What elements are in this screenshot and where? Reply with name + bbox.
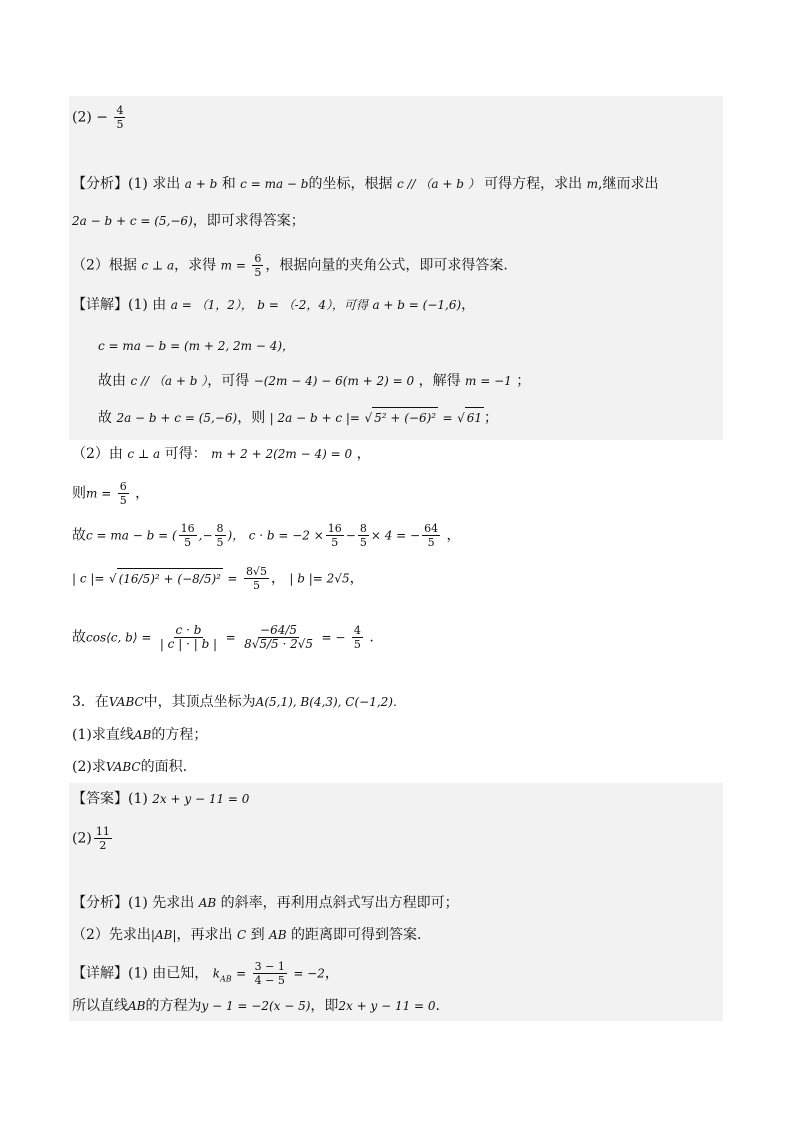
answer-label: 【答案】 (72, 791, 128, 807)
num: 6 (254, 252, 262, 265)
math: ,− (198, 528, 213, 543)
math: b = （-2，4），可得 (257, 298, 368, 312)
math: C (236, 928, 247, 942)
math: | 2a − b + c |= (269, 411, 360, 425)
num: 16 (180, 522, 195, 535)
math: = (236, 966, 247, 981)
t: ， (135, 485, 150, 502)
num: 3 − 1 (254, 960, 285, 973)
t: ； (516, 373, 531, 389)
t: 故 (72, 527, 86, 544)
math: m (586, 177, 599, 191)
math: c = ma − b (240, 177, 309, 191)
q2-part2-3 (72, 522, 461, 549)
math: a + b = (−1,6) (372, 298, 462, 312)
math: m = (220, 258, 246, 273)
detail-label: 【详解】 (72, 965, 128, 982)
math: = (225, 630, 236, 645)
den: 5 (119, 494, 127, 507)
fraction (242, 624, 315, 651)
math: | b |= 2√5 (289, 571, 350, 586)
t: 的坐标，根据 (308, 176, 393, 192)
t: （2）由 (72, 446, 123, 462)
q3-stem (72, 692, 397, 712)
math: = (227, 571, 238, 586)
q2-analysis-1 (72, 174, 658, 194)
q3-analysis-1 (72, 893, 459, 913)
analysis-label: 【分析】 (72, 176, 128, 192)
q3-detail-1 (72, 960, 339, 989)
t: 中，其顶点坐标为 (143, 694, 256, 710)
t: 则 (72, 485, 86, 502)
t: 可得： (164, 446, 207, 462)
den: 5 (216, 536, 224, 549)
math: A(5,1), B(4,3), C(−1,2). (255, 695, 397, 709)
t: (1) 由 (128, 297, 167, 313)
t: (2)求 (72, 759, 106, 775)
t: ，可得 (207, 373, 250, 389)
math: AB (128, 999, 146, 1013)
q3-answer-2 (72, 825, 114, 852)
den: 5 (359, 536, 367, 549)
math: c ⊥ a (141, 258, 175, 273)
num: 4 (353, 624, 361, 637)
math: AB (269, 928, 287, 942)
t: (1) 先求出 (128, 895, 195, 911)
q3-sub1 (72, 725, 207, 745)
t: ，根据向量的夹角公式，即可求得答案. (265, 257, 508, 274)
math: − (345, 528, 356, 543)
num: c · b (175, 623, 202, 637)
t: （2）先求出 (72, 927, 151, 943)
t: 的方程； (151, 727, 208, 743)
t: ，解得 (418, 373, 461, 389)
q3-analysis-2 (72, 925, 421, 945)
math: c ⊥ a (127, 447, 161, 461)
fraction (118, 480, 129, 507)
fraction (358, 522, 369, 549)
minus: − (96, 109, 109, 126)
detail-label: 【详解】 (72, 297, 128, 313)
num: 8 (216, 522, 224, 535)
math: m = (86, 486, 112, 501)
t: (1) (128, 791, 148, 807)
num: 6 (119, 480, 127, 493)
math: m + 2 + 2(2m − 4) = 0 (211, 447, 353, 461)
math: a = （1，2）， (170, 298, 253, 312)
den: 5 (116, 118, 124, 131)
t: . (435, 998, 440, 1014)
math: |AB| (150, 928, 177, 942)
t: ， (349, 570, 364, 587)
math: m = −1 (465, 374, 512, 388)
num: −64/5 (260, 623, 298, 637)
t: 和 (221, 176, 236, 192)
math: k (212, 966, 221, 981)
q2-detail-4: 故 2a − b + c = (5,−6)，则 | 2a − b + c |= √ 5² + (−6)² = √ 61 ； (98, 407, 498, 428)
fraction (158, 624, 219, 651)
t: （2）根据 (72, 257, 137, 274)
math: )， (227, 528, 245, 543)
question-number: 3． (72, 694, 95, 710)
den: 2 (99, 839, 107, 852)
t: ， (270, 570, 285, 587)
q2-part2-5 (72, 624, 374, 651)
math: cos⟨c, b⟩ = (86, 630, 152, 645)
t: ，则 (237, 410, 266, 426)
t: 可得方程，求出 (484, 176, 583, 192)
math: c // （a + b ） (396, 177, 480, 191)
math: c // （a + b ） (130, 374, 208, 388)
t: 在 (94, 694, 109, 710)
fraction (114, 104, 125, 131)
t: 所以直线 (72, 998, 128, 1014)
num: 64 (424, 522, 439, 535)
math: 2x + y − 11 = 0 (152, 792, 250, 806)
label: (2) (72, 109, 92, 126)
t: 故 (72, 629, 86, 646)
q2-detail-3 (98, 371, 530, 391)
math: 2a − b + c = (5,−6) (72, 214, 193, 228)
num: 16 (327, 522, 342, 535)
math: = −2 (293, 966, 325, 981)
den: 5 (184, 536, 192, 549)
t: ，求得 (174, 257, 217, 274)
t: ， (356, 446, 371, 462)
math: c = ma − b = (m + 2, 2m − 4)， (98, 339, 295, 353)
q2-part2-4: | c |= √ (16/5)² + (−8/5)² = $\frac{8√5}{5}$ ， | b |= 2√5， (72, 565, 364, 592)
t: ， (461, 297, 476, 313)
t: ， (324, 965, 339, 982)
math: −(2m − 4) − 6(m + 2) = 0 (253, 374, 415, 388)
q2-detail-1 (72, 295, 475, 315)
analysis-label: 【分析】 (72, 895, 128, 911)
math: 2a − b + c = (5,−6) (116, 411, 238, 425)
math: VABC (105, 760, 141, 774)
fraction (253, 960, 287, 987)
q2-analysis-2 (72, 252, 508, 279)
math: = − (321, 630, 346, 645)
t: 的面积. (140, 759, 188, 775)
math: c · b = −2 × (248, 528, 324, 543)
math: y − 1 = −2(x − 5) (201, 999, 311, 1013)
t: ,继而求出 (598, 176, 659, 192)
den: 5 (331, 536, 339, 549)
num: 8 (359, 522, 367, 535)
math: VABC (108, 695, 144, 709)
t: (1) 由已知， (128, 965, 209, 982)
fraction (179, 522, 197, 549)
t: ，即 (310, 998, 339, 1014)
t: 的斜率，再利用点斜式写出方程即可； (220, 895, 459, 911)
q2-answer-part2 (72, 104, 127, 131)
q2-detail-2 (98, 336, 294, 356)
t: 到 (250, 927, 265, 943)
math: AB (133, 728, 152, 742)
num: 4 (116, 104, 124, 117)
t: ； (484, 410, 498, 426)
den: 5 (252, 579, 260, 592)
q2-analysis-1b (72, 211, 305, 231)
t: 的方程为 (145, 998, 202, 1014)
q3-answer-1 (72, 789, 249, 809)
fraction (252, 252, 263, 279)
t: ，再求出 (176, 927, 233, 943)
math: a + b (184, 177, 218, 191)
den: 5 (353, 638, 361, 651)
fraction (326, 522, 344, 549)
t: . (369, 629, 374, 646)
den: 8√5/5 · 2√5 (244, 637, 314, 651)
q2-part2-2 (72, 480, 149, 507)
t: (1)求直线 (72, 727, 134, 743)
math: 2x + y − 11 = 0 (338, 999, 436, 1013)
t: 的距离即可得到答案. (290, 927, 422, 943)
fraction (215, 522, 226, 549)
q3-detail-2 (72, 996, 440, 1016)
math: = (442, 411, 453, 425)
math: × 4 = − (370, 528, 421, 543)
fraction (94, 825, 112, 852)
t: (1) 求出 (128, 176, 181, 192)
t: ，即可求得答案； (192, 213, 305, 229)
den: 4 − 5 (254, 974, 285, 987)
math: AB (198, 896, 217, 910)
t: ， (446, 527, 461, 544)
t: (2) (72, 830, 92, 847)
sqrt: (16/5)² + (−8/5)² (117, 568, 223, 589)
fraction (352, 624, 363, 651)
num: 8√5 (245, 565, 267, 578)
fraction (422, 522, 440, 549)
den: 5 (427, 536, 435, 549)
t: 故 (98, 410, 112, 426)
math: c = ma − b = ( (86, 528, 177, 543)
num: 11 (95, 825, 110, 838)
fraction (244, 565, 269, 592)
sqrt: 5² + (−6)² (372, 407, 438, 428)
sqrt: 61 (465, 407, 484, 428)
math: | c |= (72, 571, 105, 586)
den: 5 (254, 266, 262, 279)
den: | c | · | b | (159, 637, 218, 651)
sub: AB (220, 974, 232, 984)
q2-part2-1 (72, 444, 371, 464)
t: 故由 (98, 373, 126, 389)
q3-sub2 (72, 757, 187, 777)
